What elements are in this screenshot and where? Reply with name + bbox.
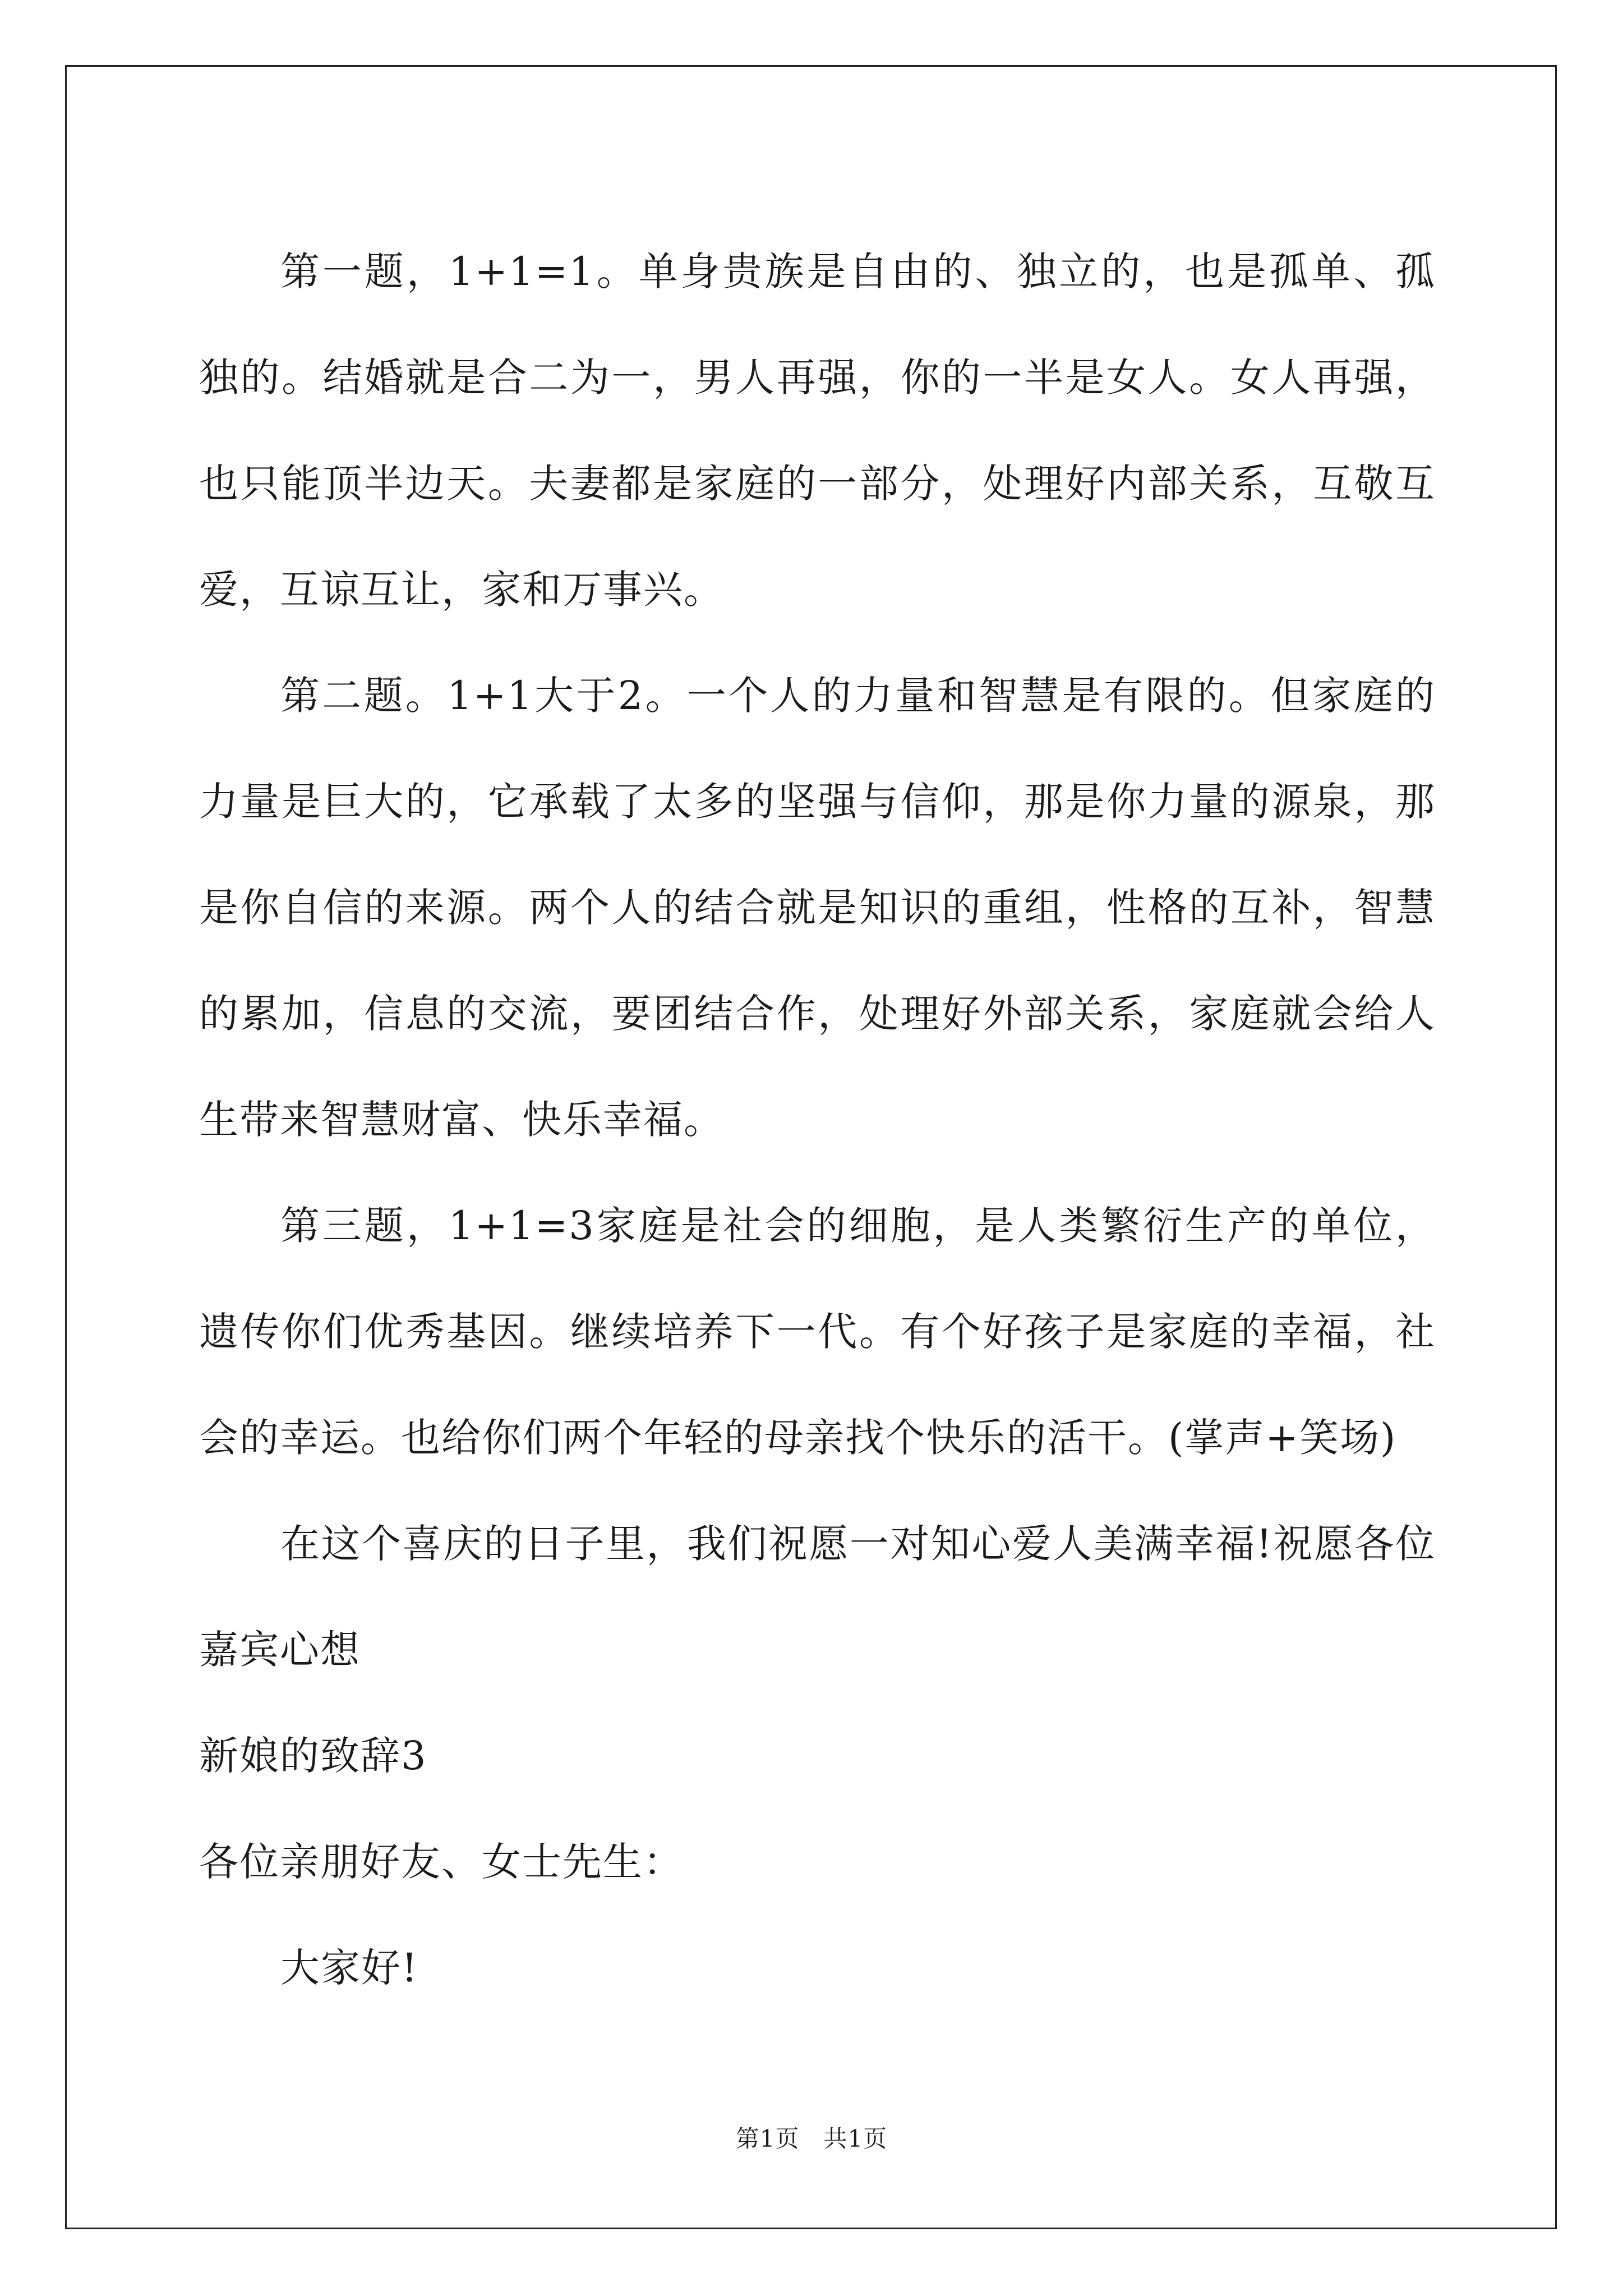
- document-body: [199, 219, 1436, 2021]
- page-footer: [0, 2122, 1623, 2156]
- paragraph-question-three: 第三题，1+1=3家庭是社会的细胞，是人类繁衍生产的单位，遗传你们优秀基因。继续培养下一代。有个好孩子是家庭的幸福，社会的幸运。也给你们两个年轻的母亲找个快乐的活干。(掌声+笑场): [199, 1203, 1436, 1461]
- page-number: 第1页: [735, 2125, 800, 2152]
- footer-spacer: [799, 2125, 823, 2152]
- greeting: 大家好!: [280, 1945, 419, 1991]
- salutation: 各位亲朋好友、女士先生：: [199, 1839, 684, 1885]
- section-heading-bride-speech: 新娘的致辞3: [199, 1733, 427, 1779]
- paragraph-blessing: 在这个喜庆的日子里，我们祝愿一对知心爱人美满幸福!祝愿各位嘉宾心想: [199, 1521, 1436, 1673]
- paragraph-question-one: 第一题，1+1=1。单身贵族是自由的、独立的，也是孤单、孤独的。结婚就是合二为一，男人再强，你的一半是女人。女人再强，也只能顶半边天。夫妻都是家庭的一部分，处理好内部关系，互敬互爱，互谅互让，家和万事兴。: [199, 249, 1436, 613]
- page-total: 共1页: [823, 2125, 888, 2152]
- paragraph-question-two: 第二题。1+1大于2。一个人的力量和智慧是有限的。但家庭的力量是巨大的，它承载了太多的坚强与信仰，那是你力量的源泉，那是你自信的来源。两个人的结合就是知识的重组，性格的互补，智慧的累加，信息的交流，要团结合作，处理好外部关系，家庭就会给人生带来智慧财富、快乐幸福。: [199, 673, 1436, 1143]
